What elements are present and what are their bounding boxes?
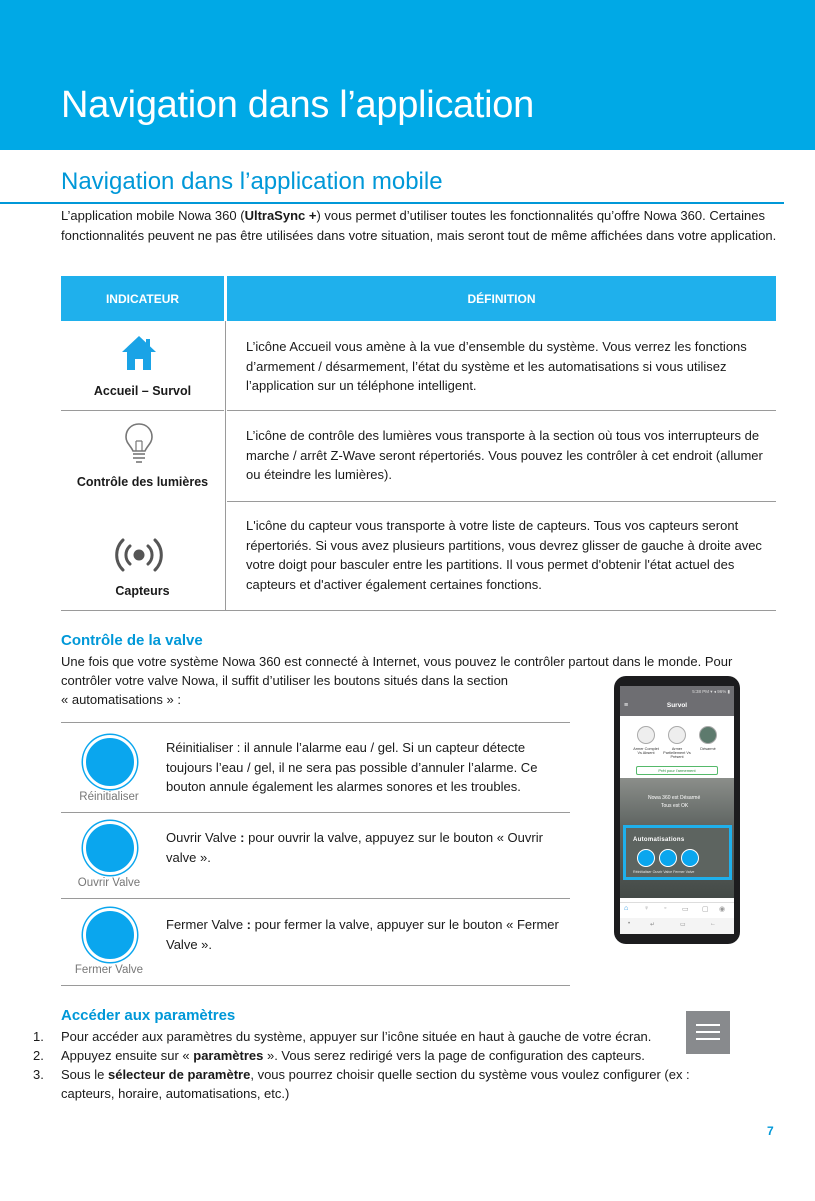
valve-divider <box>61 812 570 813</box>
open-valve-caption: Ouvrir Valve <box>77 877 141 889</box>
open-valve-description: Ouvrir Valve : pour ouvrir la valve, appuyez sur le bouton « Ouvrir valve ». <box>166 830 543 865</box>
page-number: 7 <box>767 1124 774 1138</box>
photo-status-line1: Nowa 360 est Désarmé <box>648 795 701 801</box>
lightbulb-icon <box>123 421 155 465</box>
photo-status-line2: Tous est OK <box>661 803 689 809</box>
nav-home-icon[interactable]: ⌂ <box>624 905 629 912</box>
definition-sensors: L'icône du capteur vous transporte à votre liste de capteurs. Tous vos capteurs seront répertoriés. Si vous avez plusieurs partitions, vous devrez glisser de gauche à droite avec votre doigt pour basculer entre les partitions. Il vous permet d'obtenir l'état actuel des capteurs et d'activer également certaines fonctions. <box>246 518 762 592</box>
list-item: 1. Pour accéder aux paramètres du système, appuyer sur l’icône située en haut à gauche de votre écran. <box>33 1029 652 1044</box>
disarm-icon[interactable] <box>699 726 717 744</box>
indicator-label-sensors: Capteurs <box>115 584 170 598</box>
valve-section-title: Contrôle de la valve <box>61 632 203 649</box>
nav-camera-icon[interactable]: ▭ <box>682 906 689 913</box>
params-section-title: Accéder aux paramètres <box>61 1007 236 1024</box>
disarm-label: Désarmé <box>700 747 716 751</box>
table-bottom-rule <box>61 610 776 611</box>
system-back-icon[interactable]: ← <box>710 921 716 927</box>
phone-status: 5:38 PM ▾ ◂ 96% ▮ <box>692 689 730 694</box>
table-header-indicator: INDICATEUR <box>61 276 224 321</box>
intro-paragraph: L’application mobile Nowa 360 (UltraSync +) vous permet d’utiliser toutes les fonctionnalités qu’offre Nowa 360. Certaines fonctionnalités peuvent ne pas être utilisées dans votre situation, mais seront tout de même affichées dans votre application. <box>61 208 777 243</box>
system-home-icon[interactable]: ▭ <box>680 922 686 928</box>
valve-intro-line3: « automatisations » : <box>61 692 181 707</box>
hamburger-icon[interactable]: ≡ <box>624 702 629 709</box>
header-band <box>0 0 815 150</box>
valve-intro-line2: contrôler votre valve Nowa, il suffit d’utiliser les boutons situés dans la section <box>61 673 509 688</box>
reset-caption: Réinitialiser <box>79 791 139 803</box>
phone-reset-button[interactable] <box>637 849 655 867</box>
nav-lock-icon[interactable]: ▢ <box>702 906 709 913</box>
table-row-divider <box>227 501 776 502</box>
phone-screen-title: Survol <box>666 702 688 709</box>
arm-away-label: Armer Complet Vs Absent <box>633 747 659 755</box>
table-row-divider <box>61 410 224 411</box>
reset-description: Réinitialiser : il annule l’alarme eau / gel. Si un capteur détecte toujours l’eau / gel, il ne sera pas possible d’annuler l’alarme. Ce bouton annule également les alarmes sonores et les troubles. <box>166 740 538 794</box>
valve-intro-line1: Une fois que votre système Nowa 360 est connecté à Internet, vous pouvez le contrôler partout dans le monde. Pour <box>61 654 733 669</box>
close-valve-description: Fermer Valve : pour fermer la valve, appuyer sur le bouton « Fermer Valve ». <box>166 917 559 952</box>
list-item: 2. Appuyez ensuite sur « paramètres ». Vous serez redirigé vers la page de configuration des capteurs. <box>33 1048 645 1063</box>
nav-thermostat-icon[interactable]: ◦ <box>664 905 667 912</box>
phone-close-valve-button[interactable] <box>681 849 699 867</box>
valve-divider <box>61 898 570 899</box>
nav-light-icon[interactable]: ♀ <box>644 905 650 912</box>
reset-button[interactable] <box>83 735 137 789</box>
ready-indicator: Prêt pour l'armement <box>636 766 718 775</box>
system-recent-icon[interactable]: ↵ <box>650 922 656 928</box>
valve-divider <box>61 722 570 723</box>
arm-stay-icon[interactable] <box>668 726 686 744</box>
close-valve-caption: Fermer Valve <box>74 964 144 976</box>
table-column-divider <box>225 321 226 611</box>
phone-system-bar <box>620 918 734 934</box>
indicator-label-lights: Contrôle des lumières <box>76 475 209 489</box>
menu-icon <box>686 1011 730 1054</box>
valve-divider <box>61 985 570 986</box>
system-dot-icon[interactable]: • <box>628 921 631 927</box>
table-header-definition: DÉFINITION <box>227 276 776 321</box>
automations-title: Automatisations <box>633 837 685 843</box>
automations-caption: Réinitialiser Ouvrir Valve Fermer Valve <box>633 870 695 874</box>
section-divider <box>0 202 784 204</box>
home-icon <box>120 334 158 372</box>
indicator-label-home: Accueil – Survol <box>93 384 192 398</box>
arm-stay-label: Armer Partiellement Vs Présent <box>663 747 691 759</box>
phone-bottom-nav <box>620 902 734 916</box>
arm-away-icon[interactable] <box>637 726 655 744</box>
close-valve-button[interactable] <box>83 908 137 962</box>
page-title: Navigation dans l’application <box>61 84 534 126</box>
table-row-divider <box>227 410 776 411</box>
open-valve-button[interactable] <box>83 821 137 875</box>
phone-screen <box>620 686 734 934</box>
definition-home: L’icône Accueil vous amène à la vue d’ensemble du système. Vous verrez les fonctions d’armement / désarmement, l’état du système et les automatisations si vous utilisez l’application sur un téléphone intelligent. <box>246 339 747 393</box>
sensor-icon <box>115 537 163 573</box>
nav-sensor-icon[interactable]: ◉ <box>719 906 726 913</box>
definition-lights: L’icône de contrôle des lumières vous transporte à la section où tous vos interrupteurs de marche / arrêt Z-Wave seront répertoriés. Vous pouvez les contrôler à cet endroit (allumer ou éteindre les lumières). <box>246 428 763 482</box>
section-title: Navigation dans l’application mobile <box>61 168 443 195</box>
params-list <box>33 1027 733 1103</box>
phone-open-valve-button[interactable] <box>659 849 677 867</box>
list-item: 3. Sous le sélecteur de paramètre, vous pourrez choisir quelle section du système vous voulez configurer (ex : capteurs, horaire, automatisations, etc.) <box>33 1067 690 1101</box>
